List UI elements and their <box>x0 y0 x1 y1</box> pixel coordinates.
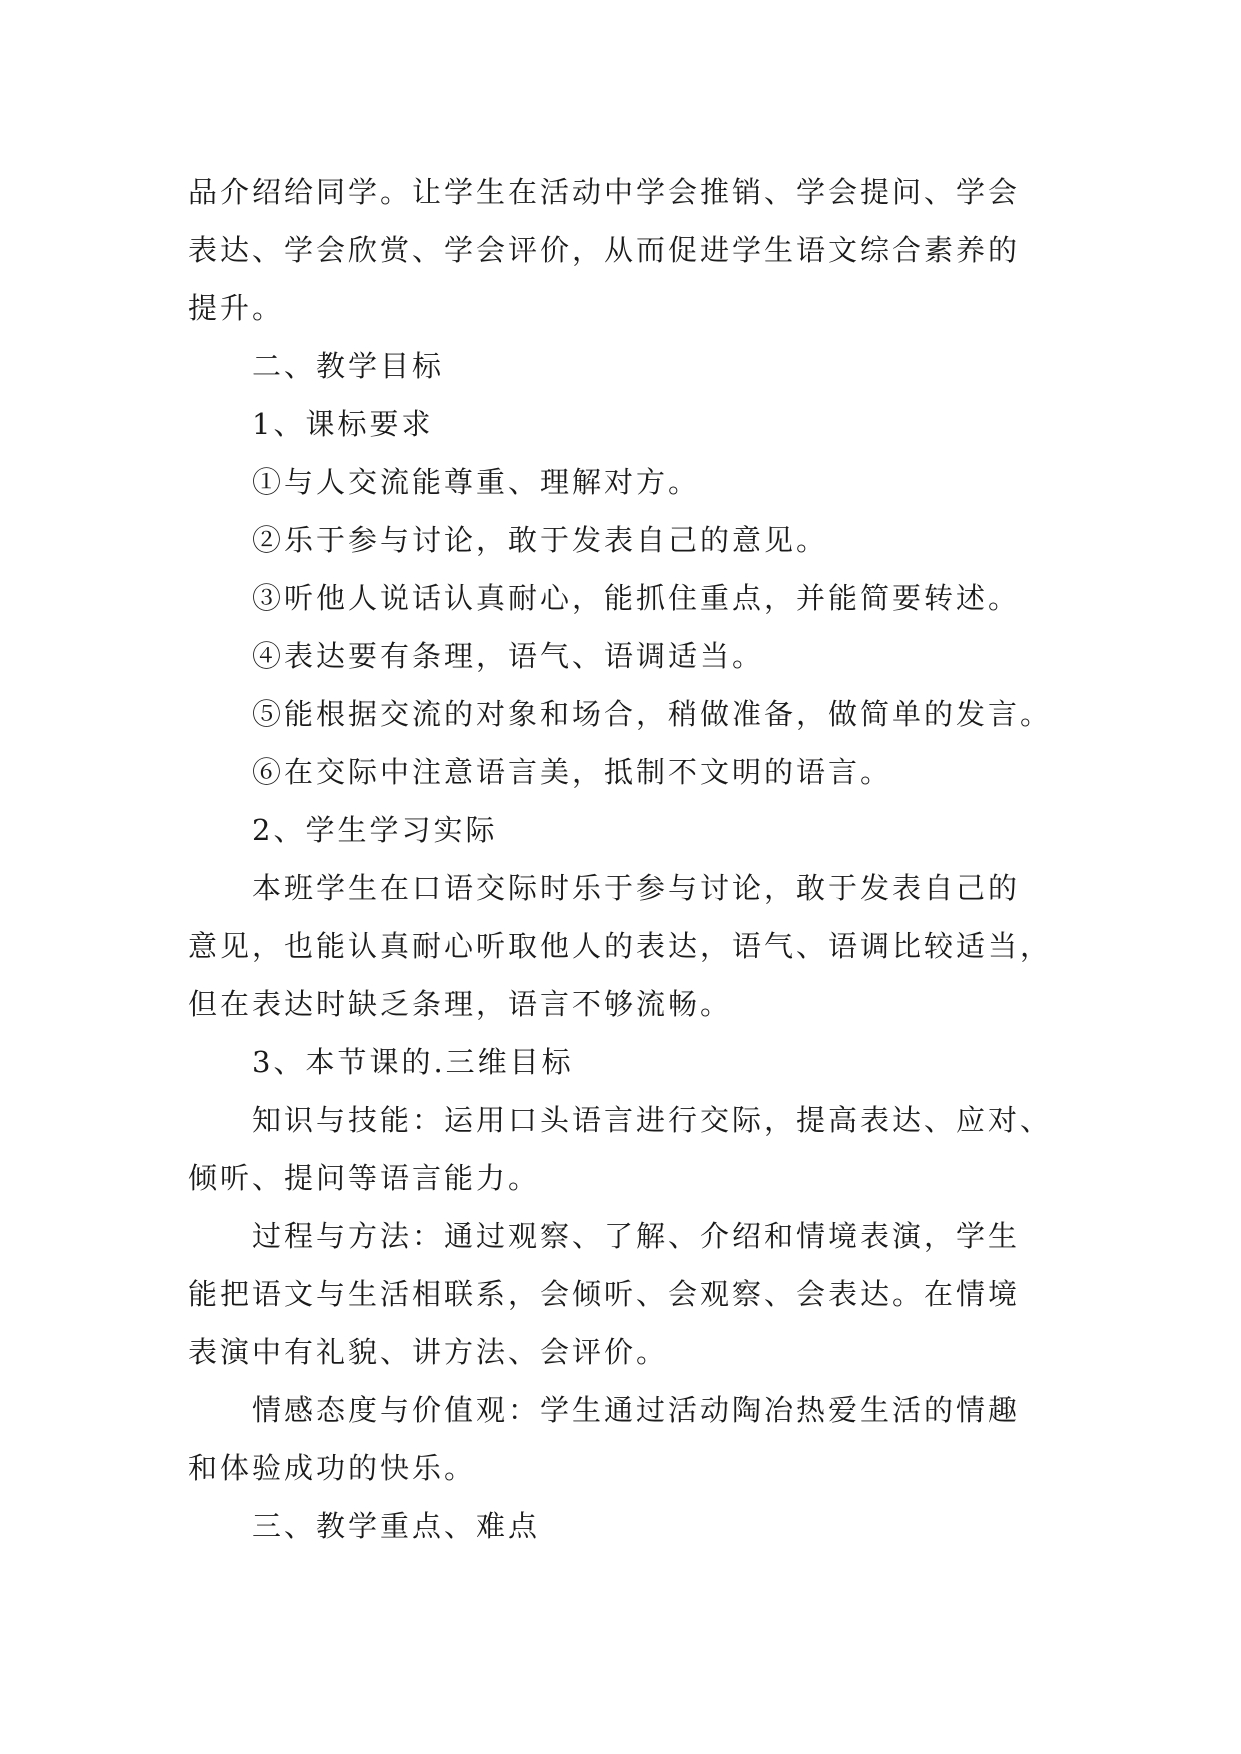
text-line: 表达、学会欣赏、学会评价，从而促进学生语文综合素养的 <box>188 233 1021 267</box>
text-line: 过程与方法：通过观察、了解、介绍和情境表演，学生 <box>252 1219 1021 1253</box>
text-line: 提升。 <box>188 291 285 325</box>
section-heading: 三、教学重点、难点 <box>252 1509 541 1543</box>
text-line: 品介绍给同学。让学生在活动中学会推销、学会提问、学会 <box>188 175 1021 209</box>
section-heading: 二、教学目标 <box>252 349 445 383</box>
text-line: 表演中有礼貌、讲方法、会评价。 <box>188 1335 669 1369</box>
subsection-heading: 2、学生学习实际 <box>252 813 498 847</box>
text-line: 知识与技能：运用口头语言进行交际，提高表达、应对、 <box>252 1103 1053 1137</box>
list-item: ③听他人说话认真耐心，能抓住重点，并能简要转述。 <box>252 581 1021 615</box>
text-line: 但在表达时缺乏条理，语言不够流畅。 <box>188 987 733 1021</box>
list-item: ②乐于参与讨论，敢于发表自己的意见。 <box>252 523 829 557</box>
text-line: 本班学生在口语交际时乐于参与讨论，敢于发表自己的 <box>252 871 1021 905</box>
list-item: ①与人交流能尊重、理解对方。 <box>252 465 701 499</box>
text-line: 意见，也能认真耐心听取他人的表达，语气、语调比较适当， <box>188 929 1053 963</box>
subsection-heading: 1、课标要求 <box>252 407 434 441</box>
list-item: ④表达要有条理，语气、语调适当。 <box>252 639 765 673</box>
text-line: 倾听、提问等语言能力。 <box>188 1161 541 1195</box>
text-line: 和体验成功的快乐。 <box>188 1451 477 1485</box>
document-body <box>188 163 1058 1555</box>
subsection-heading: 3、本节课的.三维目标 <box>252 1045 574 1079</box>
list-item: ⑥在交际中注意语言美，抵制不文明的语言。 <box>252 755 893 789</box>
list-item: ⑤能根据交流的对象和场合，稍做准备，做简单的发言。 <box>252 697 1053 731</box>
text-line: 能把语文与生活相联系，会倾听、会观察、会表达。在情境 <box>188 1277 1021 1311</box>
text-line: 情感态度与价值观：学生通过活动陶冶热爱生活的情趣 <box>252 1393 1021 1427</box>
